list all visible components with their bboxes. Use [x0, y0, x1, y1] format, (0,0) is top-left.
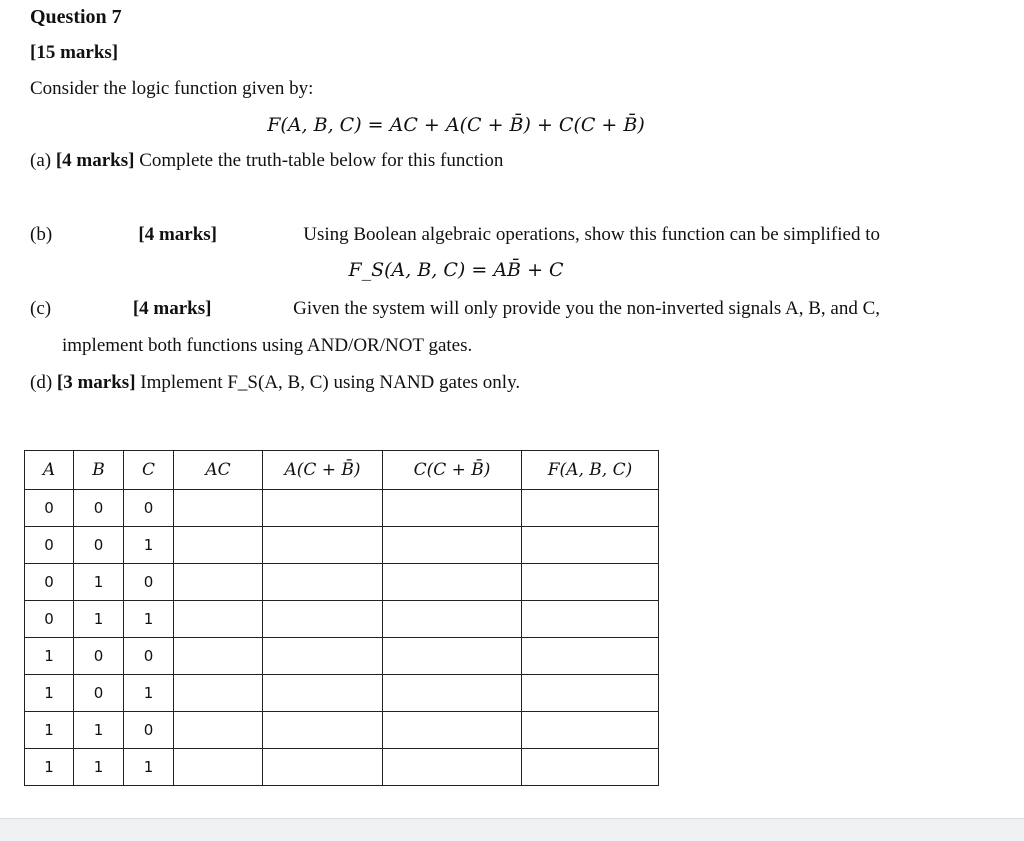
intro-text: Consider the logic function given by: — [30, 78, 314, 99]
table-row — [25, 490, 659, 527]
part-b — [30, 224, 880, 246]
cell-c-c-or-not-b[interactable] — [383, 712, 522, 749]
cell-a: 1 — [25, 675, 74, 712]
part-c-text: Given the system will only provide you the non-inverted signals A, B, and C, — [293, 298, 880, 319]
simplified-equation-text: F_S(A, B, C) = AB̄ + C — [348, 259, 564, 281]
cell-f[interactable] — [522, 712, 659, 749]
cell-a: 1 — [25, 638, 74, 675]
cell-f[interactable] — [522, 749, 659, 786]
cell-f[interactable] — [522, 527, 659, 564]
cell-b: 0 — [74, 527, 124, 564]
cell-ac[interactable] — [174, 490, 263, 527]
cell-ac[interactable] — [174, 675, 263, 712]
header-b: B — [74, 451, 124, 490]
cell-f[interactable] — [522, 601, 659, 638]
part-d-marks: [3 marks] — [56, 372, 136, 393]
cell-c: 1 — [124, 675, 174, 712]
cell-c-c-or-not-b[interactable] — [383, 601, 522, 638]
part-b-label: (b) — [30, 224, 53, 245]
cell-c-c-or-not-b[interactable] — [383, 638, 522, 675]
cell-f[interactable] — [522, 675, 659, 712]
part-d — [30, 372, 520, 394]
part-d-text: Implement F_S(A, B, C) using NAND gates only. — [140, 372, 521, 393]
table-row — [25, 712, 659, 749]
cell-c: 0 — [124, 564, 174, 601]
cell-a-c-or-not-b[interactable] — [263, 490, 383, 527]
header-c: C — [124, 451, 174, 490]
total-marks: [15 marks] — [30, 42, 119, 63]
cell-c: 1 — [124, 749, 174, 786]
cell-a-c-or-not-b[interactable] — [263, 527, 383, 564]
cell-a-c-or-not-b[interactable] — [263, 601, 383, 638]
part-a-text: Complete the truth-table below for this function — [139, 150, 504, 171]
cell-b: 1 — [74, 749, 124, 786]
part-c-marks: [4 marks] — [132, 298, 212, 319]
cell-c-c-or-not-b[interactable] — [383, 527, 522, 564]
cell-f[interactable] — [522, 564, 659, 601]
part-c-continued: implement both functions using AND/OR/NOT gates. — [62, 335, 473, 356]
cell-c: 1 — [124, 601, 174, 638]
cell-c-c-or-not-b[interactable] — [383, 675, 522, 712]
cell-a-c-or-not-b[interactable] — [263, 638, 383, 675]
part-c — [30, 298, 880, 320]
part-b-marks: [4 marks] — [138, 224, 218, 245]
header-a-c-or-not-b: A(C + B̄) — [263, 451, 383, 490]
table-row — [25, 638, 659, 675]
cell-a: 0 — [25, 490, 74, 527]
cell-b: 0 — [74, 638, 124, 675]
function-equation — [0, 114, 912, 136]
cell-b: 1 — [74, 712, 124, 749]
cell-b: 0 — [74, 490, 124, 527]
cell-b: 1 — [74, 601, 124, 638]
cell-a: 1 — [25, 749, 74, 786]
cell-ac[interactable] — [174, 712, 263, 749]
cell-ac[interactable] — [174, 749, 263, 786]
part-c-label: (c) — [30, 298, 52, 319]
cell-a: 0 — [25, 527, 74, 564]
part-a — [30, 150, 503, 172]
part-a-label: (a) — [30, 150, 52, 171]
header-ac: AC — [174, 451, 263, 490]
cell-f[interactable] — [522, 490, 659, 527]
cell-a: 0 — [25, 601, 74, 638]
cell-b: 1 — [74, 564, 124, 601]
cell-ac[interactable] — [174, 638, 263, 675]
table-row — [25, 749, 659, 786]
cell-a: 1 — [25, 712, 74, 749]
header-c-c-or-not-b: C(C + B̄) — [383, 451, 522, 490]
cell-c-c-or-not-b[interactable] — [383, 749, 522, 786]
cell-c: 0 — [124, 638, 174, 675]
simplified-equation — [0, 259, 912, 281]
bottom-bar — [0, 818, 1024, 841]
cell-ac[interactable] — [174, 601, 263, 638]
header-a: A — [25, 451, 74, 490]
truth-table — [24, 450, 659, 786]
cell-a-c-or-not-b[interactable] — [263, 564, 383, 601]
cell-a-c-or-not-b[interactable] — [263, 712, 383, 749]
cell-b: 0 — [74, 675, 124, 712]
table-row — [25, 601, 659, 638]
question-title: Question 7 — [30, 6, 122, 28]
cell-a: 0 — [25, 564, 74, 601]
cell-c-c-or-not-b[interactable] — [383, 490, 522, 527]
table-row — [25, 564, 659, 601]
cell-a-c-or-not-b[interactable] — [263, 749, 383, 786]
part-a-marks: [4 marks] — [55, 150, 135, 171]
table-row — [25, 527, 659, 564]
header-f: F(A, B, C) — [522, 451, 659, 490]
truth-table-header-row — [25, 451, 659, 490]
cell-ac[interactable] — [174, 527, 263, 564]
cell-c: 0 — [124, 490, 174, 527]
part-b-text: Using Boolean algebraic operations, show this function can be simplified to — [303, 224, 880, 245]
function-equation-text: F(A, B, C) = AC + A(C + B̄) + C(C + B̄) — [267, 114, 645, 136]
cell-f[interactable] — [522, 638, 659, 675]
part-d-label: (d) — [30, 372, 53, 393]
cell-ac[interactable] — [174, 564, 263, 601]
table-row — [25, 675, 659, 712]
cell-c: 0 — [124, 712, 174, 749]
cell-a-c-or-not-b[interactable] — [263, 675, 383, 712]
cell-c-c-or-not-b[interactable] — [383, 564, 522, 601]
cell-c: 1 — [124, 527, 174, 564]
